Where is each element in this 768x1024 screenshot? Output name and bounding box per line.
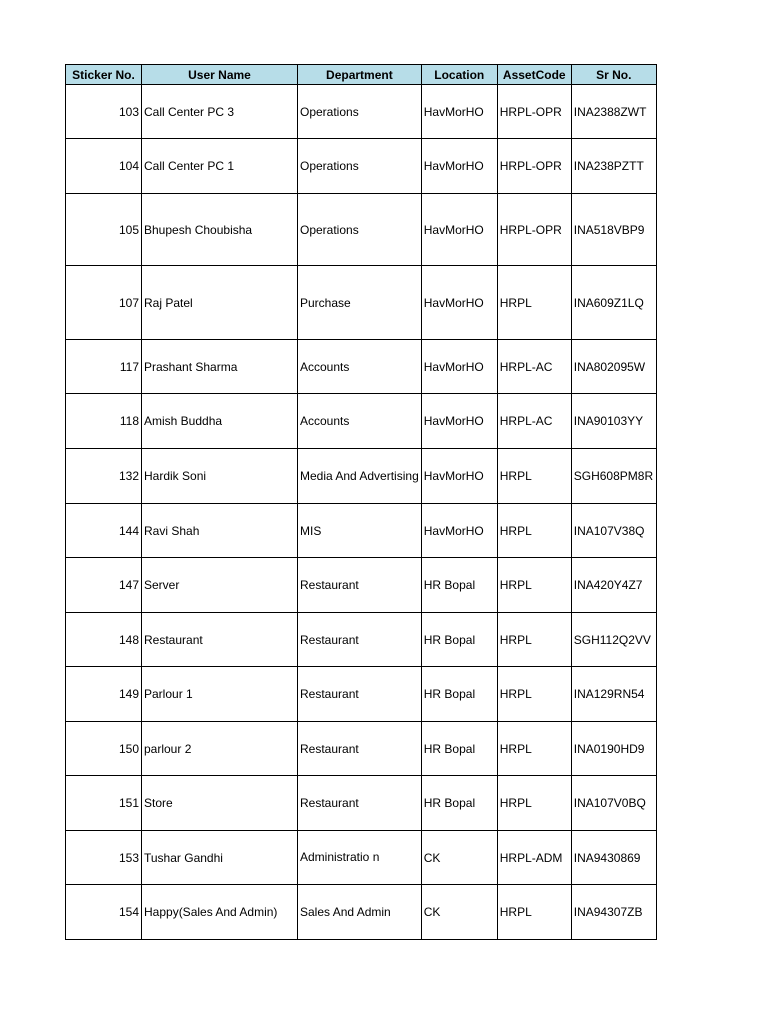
cell-sticker-no: 117 (66, 340, 142, 394)
cell-location: HR Bopal (421, 722, 497, 776)
cell-user-name: Hardik Soni (142, 449, 298, 504)
header-department: Department (298, 65, 422, 85)
cell-department: Administratio n (298, 831, 422, 885)
cell-location: HavMorHO (421, 85, 497, 139)
table-row (66, 194, 657, 266)
cell-location: HavMorHO (421, 266, 497, 340)
cell-sticker-no: 144 (66, 504, 142, 558)
header-row (66, 65, 657, 85)
cell-department: MIS (298, 504, 422, 558)
cell-asset-code: HRPL (497, 504, 571, 558)
table-row (66, 139, 657, 194)
cell-sr-no: INA9430869 (571, 831, 656, 885)
header-sticker-no: Sticker No. (66, 65, 142, 85)
cell-sr-no: INA107V0BQ (571, 776, 656, 831)
cell-department: Operations (298, 139, 422, 194)
cell-sticker-no: 148 (66, 613, 142, 667)
cell-location: HavMorHO (421, 504, 497, 558)
cell-location: HavMorHO (421, 394, 497, 449)
cell-location: HR Bopal (421, 776, 497, 831)
cell-asset-code: HRPL (497, 558, 571, 613)
cell-department: Operations (298, 194, 422, 266)
cell-department: Restaurant (298, 558, 422, 613)
cell-asset-code: HRPL (497, 613, 571, 667)
cell-location: HavMorHO (421, 340, 497, 394)
cell-sr-no: INA802095W (571, 340, 656, 394)
cell-user-name: Tushar Gandhi (142, 831, 298, 885)
cell-sticker-no: 118 (66, 394, 142, 449)
cell-sticker-no: 107 (66, 266, 142, 340)
cell-user-name: Prashant Sharma (142, 340, 298, 394)
cell-asset-code: HRPL (497, 776, 571, 831)
cell-asset-code: HRPL (497, 449, 571, 504)
cell-department: Purchase (298, 266, 422, 340)
cell-location: CK (421, 885, 497, 940)
cell-user-name: Happy(Sales And Admin) (142, 885, 298, 940)
cell-location: HR Bopal (421, 558, 497, 613)
table-row (66, 558, 657, 613)
cell-asset-code: HRPL-AC (497, 340, 571, 394)
cell-location: HavMorHO (421, 449, 497, 504)
cell-sticker-no: 104 (66, 139, 142, 194)
cell-sr-no: INA107V38Q (571, 504, 656, 558)
cell-user-name: Raj Patel (142, 266, 298, 340)
cell-department: Restaurant (298, 722, 422, 776)
cell-sr-no: INA609Z1LQ (571, 266, 656, 340)
cell-sr-no: INA2388ZWT (571, 85, 656, 139)
cell-sr-no: INA420Y4Z7 (571, 558, 656, 613)
asset-table (65, 64, 657, 940)
cell-asset-code: HRPL (497, 266, 571, 340)
cell-user-name: Restaurant (142, 613, 298, 667)
header-sr-no: Sr No. (571, 65, 656, 85)
cell-department: Accounts (298, 394, 422, 449)
table-row (66, 776, 657, 831)
table-row (66, 722, 657, 776)
table-row (66, 449, 657, 504)
table-row (66, 831, 657, 885)
cell-asset-code: HRPL (497, 667, 571, 722)
cell-asset-code: HRPL (497, 722, 571, 776)
cell-sr-no: SGH112Q2VV (571, 613, 656, 667)
cell-sr-no: INA238PZTT (571, 139, 656, 194)
cell-department: Restaurant (298, 613, 422, 667)
table-row (66, 266, 657, 340)
cell-location: HavMorHO (421, 139, 497, 194)
cell-location: CK (421, 831, 497, 885)
cell-department: Media And Advertising (298, 449, 422, 504)
header-asset-code: AssetCode (497, 65, 571, 85)
cell-sticker-no: 105 (66, 194, 142, 266)
cell-user-name: Store (142, 776, 298, 831)
cell-user-name: Bhupesh Choubisha (142, 194, 298, 266)
cell-department: Restaurant (298, 776, 422, 831)
cell-location: HavMorHO (421, 194, 497, 266)
cell-location: HR Bopal (421, 667, 497, 722)
cell-user-name: Ravi Shah (142, 504, 298, 558)
cell-asset-code: HRPL-OPR (497, 194, 571, 266)
cell-sticker-no: 132 (66, 449, 142, 504)
cell-user-name: parlour 2 (142, 722, 298, 776)
cell-sticker-no: 151 (66, 776, 142, 831)
cell-sticker-no: 154 (66, 885, 142, 940)
cell-department: Accounts (298, 340, 422, 394)
table-row (66, 85, 657, 139)
cell-sticker-no: 103 (66, 85, 142, 139)
cell-sr-no: INA0190HD9 (571, 722, 656, 776)
table-row (66, 667, 657, 722)
cell-asset-code: HRPL-AC (497, 394, 571, 449)
cell-department: Restaurant (298, 667, 422, 722)
cell-sr-no: INA94307ZB (571, 885, 656, 940)
cell-user-name: Server (142, 558, 298, 613)
cell-asset-code: HRPL (497, 885, 571, 940)
cell-user-name: Call Center PC 3 (142, 85, 298, 139)
cell-sr-no: INA129RN54 (571, 667, 656, 722)
cell-department: Sales And Admin (298, 885, 422, 940)
table-row (66, 885, 657, 940)
cell-sr-no: INA90103YY (571, 394, 656, 449)
cell-user-name: Call Center PC 1 (142, 139, 298, 194)
cell-user-name: Amish Buddha (142, 394, 298, 449)
cell-sticker-no: 147 (66, 558, 142, 613)
cell-sticker-no: 149 (66, 667, 142, 722)
cell-location: HR Bopal (421, 613, 497, 667)
header-location: Location (421, 65, 497, 85)
header-user-name: User Name (142, 65, 298, 85)
cell-asset-code: HRPL-ADM (497, 831, 571, 885)
cell-asset-code: HRPL-OPR (497, 139, 571, 194)
cell-sticker-no: 153 (66, 831, 142, 885)
cell-user-name: Parlour 1 (142, 667, 298, 722)
table-row (66, 613, 657, 667)
cell-department: Operations (298, 85, 422, 139)
cell-sr-no: INA518VBP9 (571, 194, 656, 266)
table-row (66, 504, 657, 558)
cell-sticker-no: 150 (66, 722, 142, 776)
table-row (66, 340, 657, 394)
cell-asset-code: HRPL-OPR (497, 85, 571, 139)
cell-sr-no: SGH608PM8R (571, 449, 656, 504)
table-row (66, 394, 657, 449)
